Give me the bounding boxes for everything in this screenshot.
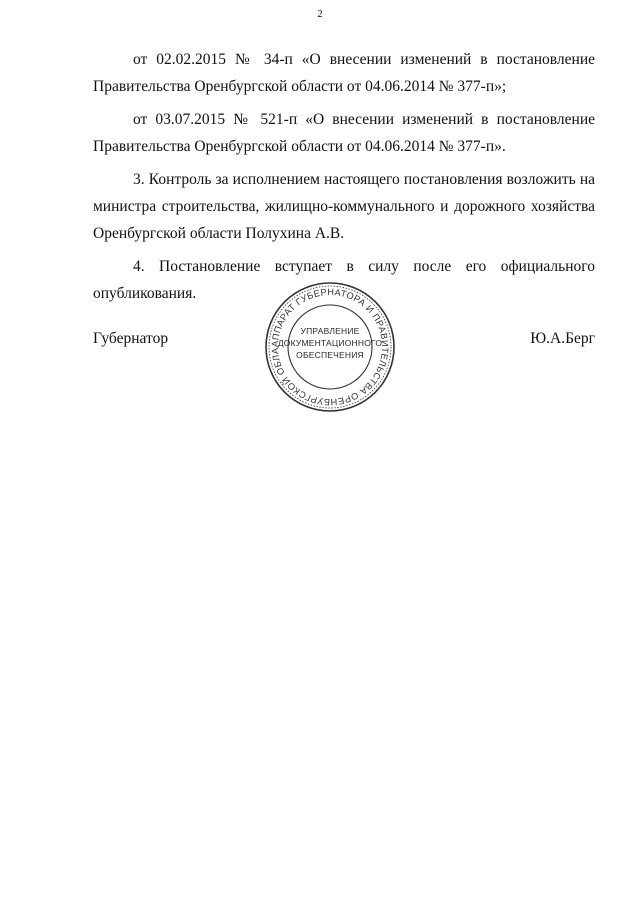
official-stamp — [263, 280, 397, 414]
effective-date-clause: 4. Постановление вступает в силу после его официального опубликования. — [93, 258, 595, 302]
amendment-item-2: от 03.07.2015 № 521-п «О внесении изменений в постановление Правительства Оренбургской области от 04.06.2014 № 377-п». — [93, 111, 595, 155]
stamp-ring-text: АППАРАТ ГУБЕРНАТОРА И ПРАВИТЕЛЬСТВА ОРЕНБУРГСКОЙ ОБЛА — [269, 286, 391, 408]
stamp-line-3: ОБЕСПЕЧЕНИЯ — [296, 350, 364, 360]
stamp-center-text — [263, 325, 397, 361]
page-number: 2 — [317, 8, 323, 20]
control-clause: 3. Контроль за исполнением настоящего постановления возложить на министра строительства, жилищно-коммунального и дорожного хозяйства Оренбургской области Полухина А.В. — [93, 171, 595, 242]
signatory-name: Ю.А.Берг — [530, 330, 595, 347]
document-body — [93, 46, 595, 313]
stamp-line-2: ДОКУМЕНТАЦИОННОГО — [277, 338, 383, 348]
amendment-item-1: от 02.02.2015 № 34-п «О внесении изменений в постановление Правительства Оренбургской области от 04.06.2014 № 377-п»; — [93, 51, 595, 95]
stamp-line-1: УПРАВЛЕНИЕ — [300, 326, 360, 336]
signatory-title: Губернатор — [93, 330, 169, 347]
